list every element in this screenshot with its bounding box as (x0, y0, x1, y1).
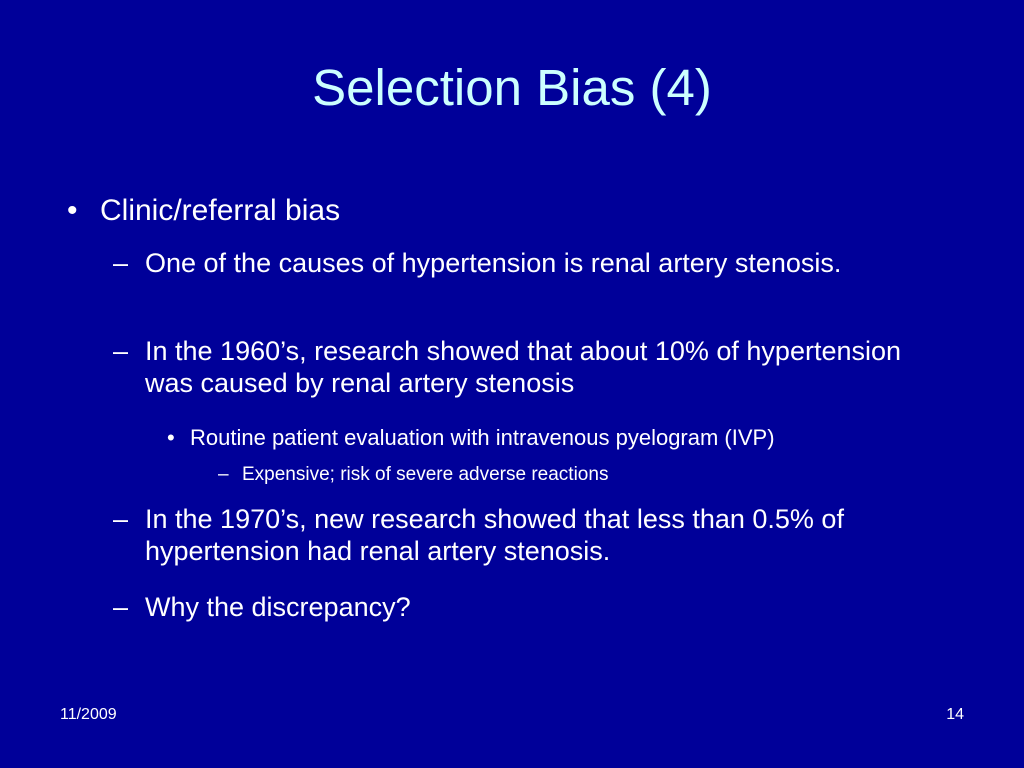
subbullet-1970s (113, 504, 945, 568)
subsubbullet-ivp (167, 425, 990, 451)
slide-title: Selection Bias (4) (312, 59, 712, 116)
subbullet-causes (113, 248, 945, 280)
subbullet-text: Why the discrepancy? (145, 592, 411, 622)
dash-marker: – (113, 504, 129, 534)
subbullet-text: In the 1970’s, new research showed that less than 0.5% of hypertension had renal artery stenosis. (145, 504, 844, 566)
dash-marker: – (113, 336, 129, 366)
subbullet-text: One of the causes of hypertension is renal artery stenosis. (145, 248, 842, 278)
bullet-marker: • (167, 425, 175, 450)
page-number: 14 (946, 706, 964, 723)
subbullet-text: In the 1960’s, research showed that about 10% of hypertension was caused by renal artery stenosis (145, 336, 902, 398)
dash-marker: – (218, 464, 229, 485)
level4-text: Expensive; risk of severe adverse reactions (242, 464, 609, 485)
bullet-clinic-referral-bias (67, 193, 980, 228)
footer-date: 11/2009 (60, 706, 117, 723)
subbullet-discrepancy (113, 592, 945, 624)
dash-marker: – (113, 248, 129, 278)
bullet-text: Clinic/referral bias (100, 194, 341, 227)
bullet-marker: • (67, 194, 78, 227)
dash-marker: – (113, 592, 129, 622)
level4-expensive (218, 464, 942, 486)
subbullet-1960s (113, 336, 945, 400)
subsubbullet-text: Routine patient evaluation with intravenous pyelogram (IVP) (190, 425, 775, 450)
